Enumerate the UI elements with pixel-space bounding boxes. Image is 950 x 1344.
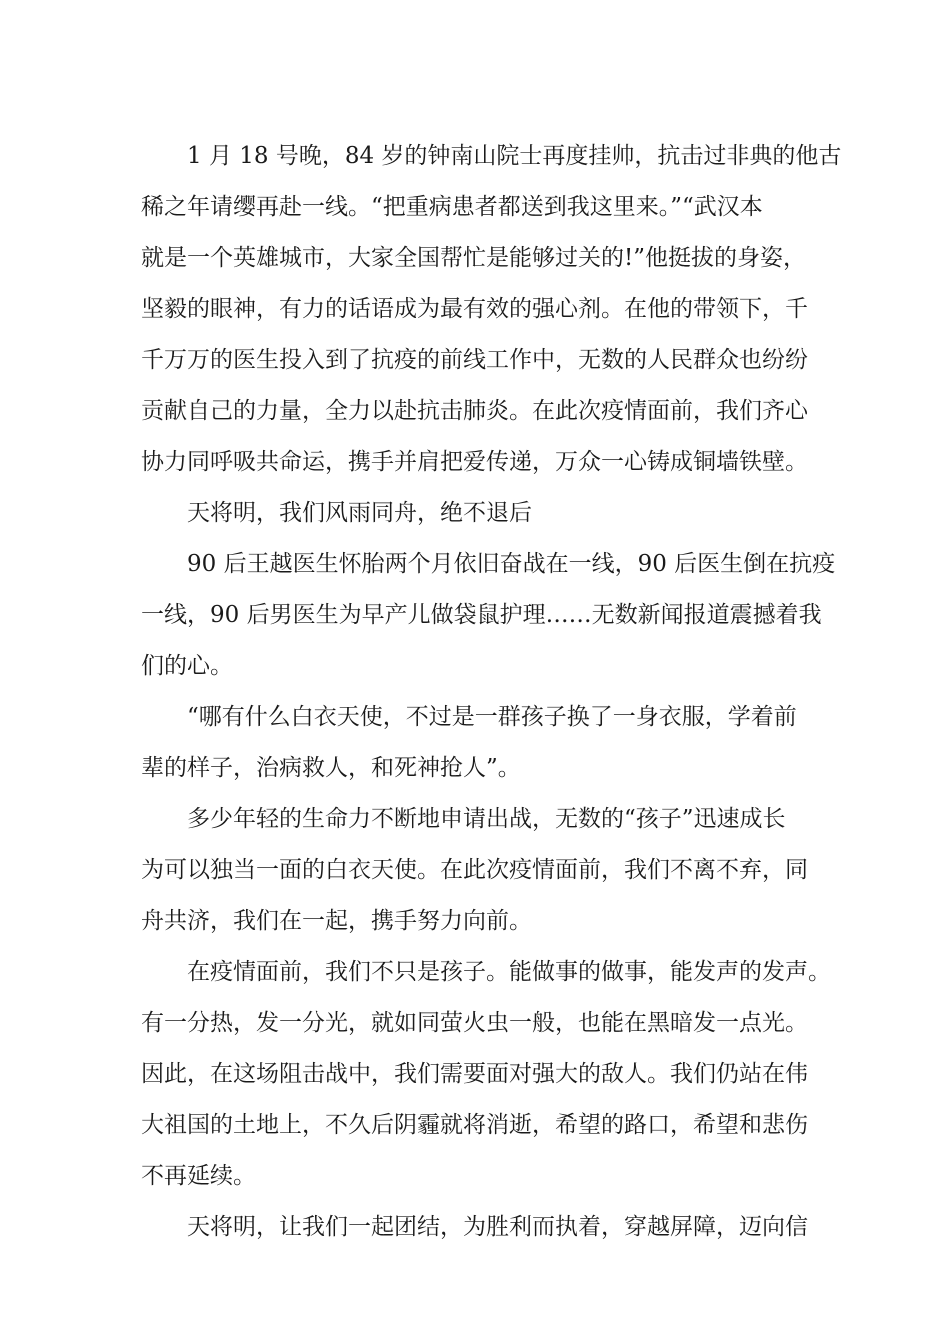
section-heading: 天将明，我们风雨同舟，绝不退后 [187, 500, 532, 526]
paragraph-2-line-2: 一线，90 后男医生为早产儿做袋鼠护理……无数新闻报道震撼着我 [141, 602, 822, 628]
paragraph-1-line-6: 贡献自己的力量，全力以赴抗击肺炎。在此次疫情面前，我们齐心 [141, 398, 808, 424]
paragraph-5-line-4: 大祖国的土地上，不久后阴霾就将消逝，希望的路口，希望和悲伤 [141, 1112, 808, 1138]
paragraph-4-line-2: 为可以独当一面的白衣天使。在此次疫情面前，我们不离不弃，同 [141, 857, 808, 883]
paragraph-2-line-1: 90 后王越医生怀胎两个月依旧奋战在一线，90 后医生倒在抗疫 [187, 551, 836, 577]
paragraph-5-line-2: 有一分热，发一分光，就如同萤火虫一般，也能在黑暗发一点光。 [141, 1010, 808, 1036]
paragraph-1-line-3: 就是一个英雄城市，大家全国帮忙是能够过关的!”他挺拔的身姿， [141, 245, 807, 271]
paragraph-4-line-3: 舟共济，我们在一起，携手努力向前。 [141, 908, 532, 934]
paragraph-3-line-1: “哪有什么白衣天使，不过是一群孩子换了一身衣服，学着前 [187, 704, 797, 730]
paragraph-4-line-1: 多少年轻的生命力不断地申请出战，无数的“孩子”迅速成长 [187, 806, 786, 832]
paragraph-1-line-1: 1 月 18 号晚，84 岁的钟南山院士再度挂帅，抗击过非典的他古 [187, 143, 842, 169]
paragraph-2-line-3: 们的心。 [141, 653, 233, 679]
paragraph-1-line-7: 协力同呼吸共命运，携手并肩把爱传递，万众一心铸成铜墙铁壁。 [141, 449, 808, 475]
paragraph-5-line-3: 因此，在这场阻击战中，我们需要面对强大的敌人。我们仍站在伟 [141, 1061, 808, 1087]
paragraph-5-line-1: 在疫情面前，我们不只是孩子。能做事的做事，能发声的发声。 [187, 959, 831, 985]
paragraph-6-line-1: 天将明，让我们一起团结，为胜利而执着，穿越屏障，迈向信 [187, 1214, 808, 1240]
paragraph-1-line-5: 千万万的医生投入到了抗疫的前线工作中，无数的人民群众也纷纷 [141, 347, 808, 373]
paragraph-3-line-2: 辈的样子，治病救人，和死神抢人”。 [141, 755, 521, 781]
paragraph-1-line-2: 稀之年请缨再赴一线。“把重病患者都送到我这里来。”“武汉本 [141, 194, 763, 220]
paragraph-5-line-5: 不再延续。 [141, 1163, 256, 1189]
paragraph-1-line-4: 坚毅的眼神，有力的话语成为最有效的强心剂。在他的带领下，千 [141, 296, 808, 322]
